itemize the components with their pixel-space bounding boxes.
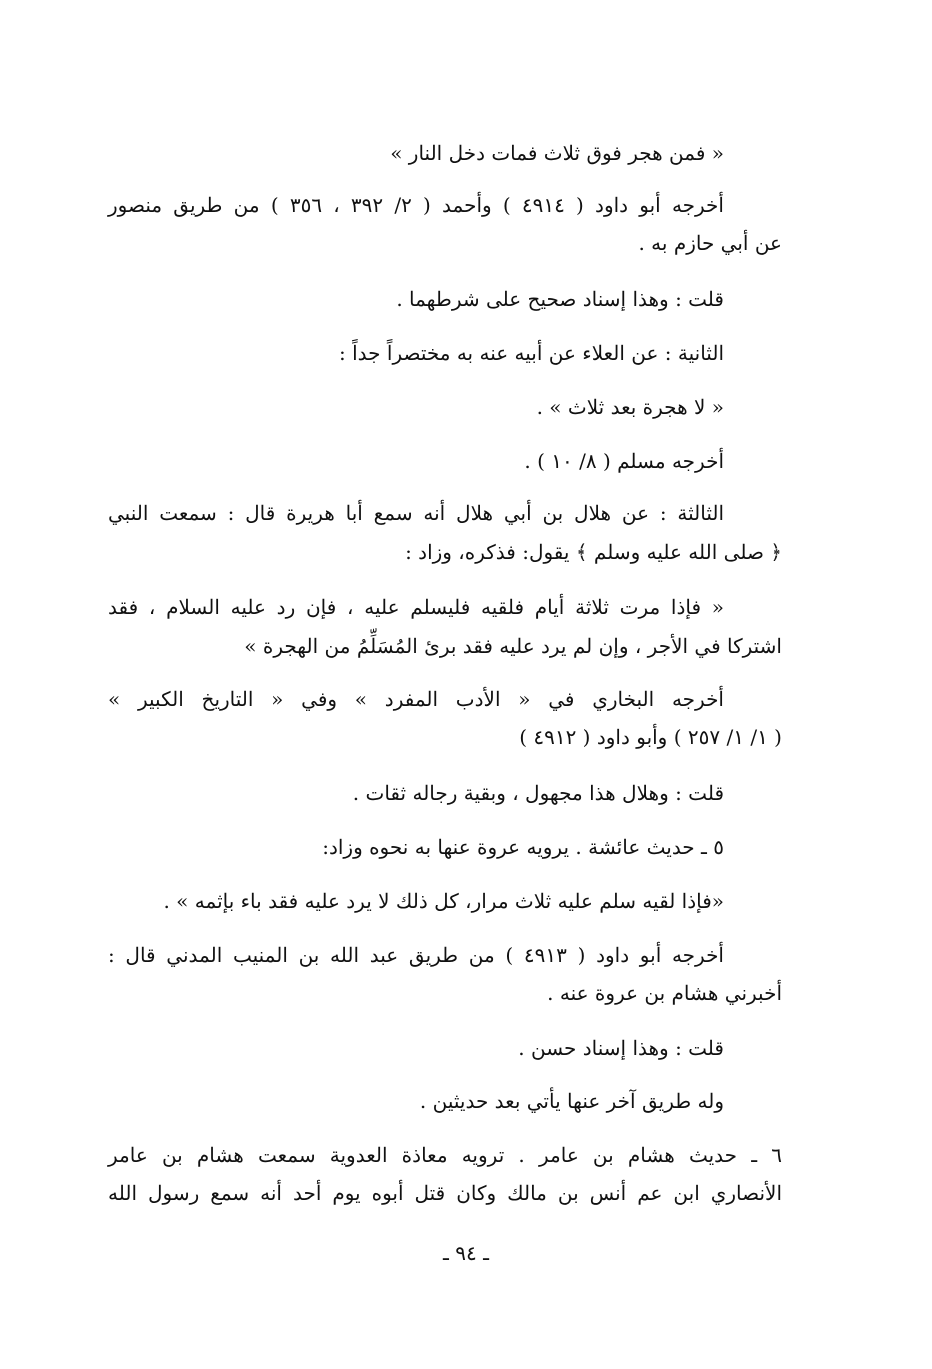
takhrij-line-continued: عن أبي حازم به .: [638, 231, 782, 255]
hadith-quote-line: «فإذا لقيه سلم عليه ثلاث مرار، كل ذلك لا يرد عليه فقد باء بإثمه » .: [163, 889, 724, 913]
takhrij-line: أخرجه مسلم ( ٨/ ١٠ ) .: [524, 449, 724, 473]
hadith-quote-line: « فإذا مرت ثلاثة أيام فلقيه فليسلم عليه ، فإن رد عليه السلام ، فقد: [108, 595, 724, 619]
section-heading-line-continued: الأنصاري ابن عم أنس بن مالك وكان قتل أبوه يوم أحد أنه سمع رسول الله: [108, 1181, 782, 1205]
hadith-quote-line-continued: اشتركا في الأجر ، وإن لم يرد عليه فقد برئ المُسَلِّمُ من الهجرة »: [244, 634, 782, 658]
takhrij-line: أخرجه البخاري في « الأدب المفرد » وفي « التاريخ الكبير »: [108, 687, 724, 711]
takhrij-line-continued: ( ١/ ١/ ٢٥٧ ) وأبو داود ( ٤٩١٢ ): [519, 725, 782, 749]
section-heading-line: الثالثة : عن هلال بن أبي هلال أنه سمع أبا هريرة قال : سمعت النبي: [108, 501, 724, 525]
page-body: [108, 128, 782, 1238]
hadith-quote-line: « لا هجرة بعد ثلاث » .: [536, 395, 724, 419]
section-heading-line-continued: ﴿ صلى الله عليه وسلم ﴾ يقول: فذكره، وزاد :: [405, 540, 782, 564]
hadith-quote-line: « فمن هجر فوق ثلاث فمات دخل النار »: [390, 141, 724, 165]
section-heading-line: ٦ ـ حديث هشام بن عامر . ترويه معاذة العدوية سمعت هشام بن عامر: [108, 1143, 782, 1167]
comment-line: قلت : وهذا إسناد صحيح على شرطهما .: [396, 287, 724, 311]
comment-line: قلت : وهلال هذا مجهول ، وبقية رجاله ثقات .: [352, 781, 724, 805]
comment-line: وله طريق آخر عنها يأتي بعد حديثين .: [419, 1089, 724, 1113]
takhrij-line-continued: أخبرني هشام بن عروة عنه .: [547, 981, 782, 1005]
section-heading-line: الثانية : عن العلاء عن أبيه عنه به مختصراً جداً :: [339, 341, 724, 365]
page-number: ـ ٩٤ ـ: [443, 1241, 489, 1265]
takhrij-line: أخرجه أبو داود ( ٤٩١٤ ) وأحمد ( ٢/ ٣٩٢ ، ٣٥٦ ) من طريق منصور: [108, 193, 724, 217]
takhrij-line: أخرجه أبو داود ( ٤٩١٣ ) من طريق عبد الله بن المنيب المدني قال :: [108, 943, 724, 967]
section-heading-line: ٥ ـ حديث عائشة . يرويه عروة عنها به نحوه وزاد:: [322, 835, 724, 859]
comment-line: قلت : وهذا إسناد حسن .: [518, 1036, 724, 1060]
